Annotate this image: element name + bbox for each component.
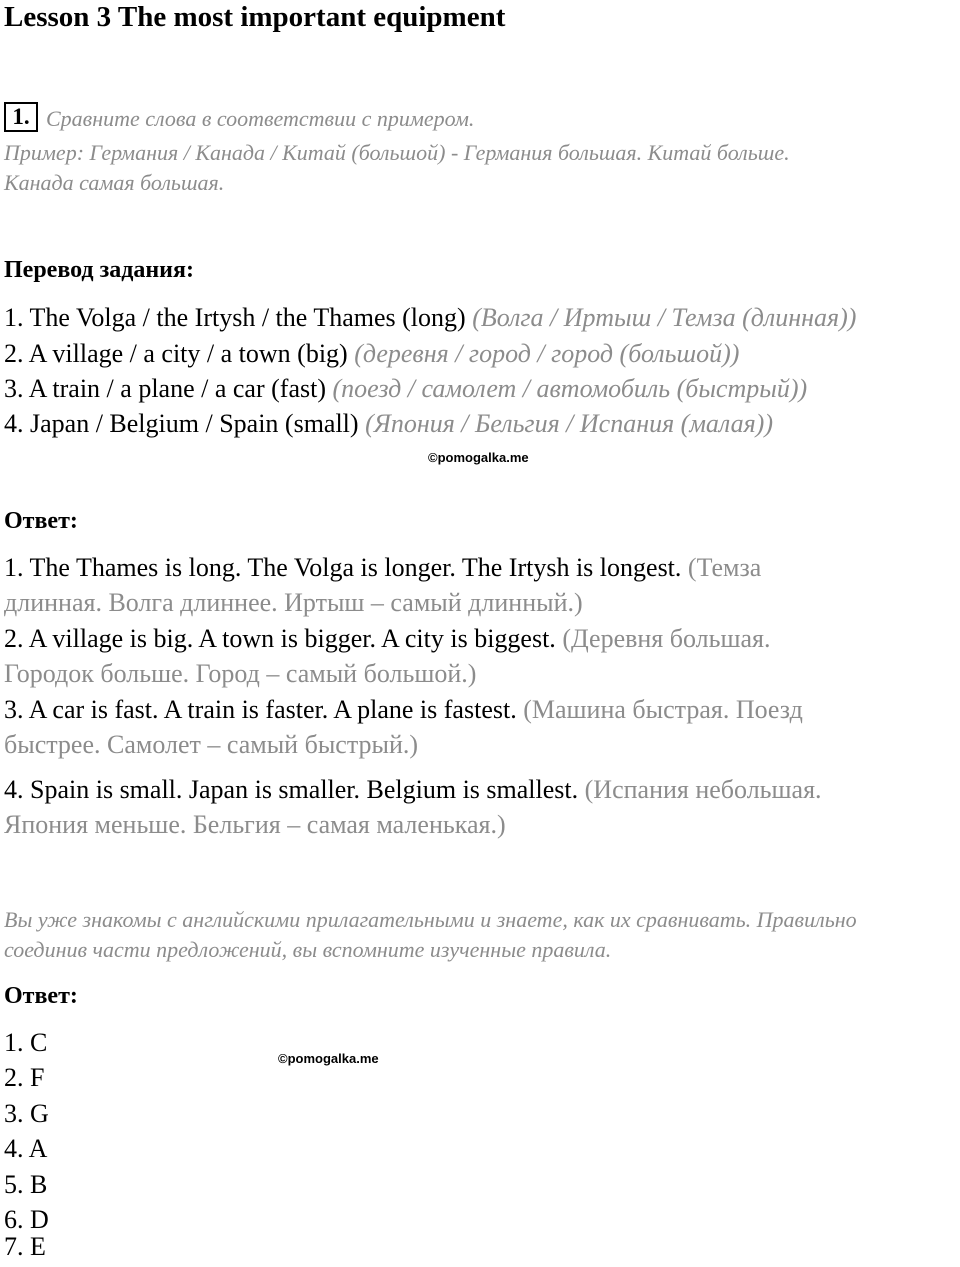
answer-list-item: 6. D bbox=[4, 1205, 49, 1234]
translation-item bbox=[4, 336, 739, 372]
answer-item-ru-continued: Япония меньше. Бельгия – самая маленькая.) bbox=[4, 810, 506, 839]
watermark: ©pomogalka.me bbox=[428, 450, 529, 465]
watermark: ©pomogalka.me bbox=[278, 1051, 379, 1066]
answer-item-en: 3. A car is fast. A train is faster. A plane is fastest. bbox=[4, 695, 517, 724]
page-title: Lesson 3 The most important equipment bbox=[4, 1, 506, 33]
answer-item bbox=[4, 692, 803, 728]
task2-instruction-line: соединив части предложений, вы вспомните изученные правила. bbox=[4, 937, 612, 962]
translation-item-ru: (деревня / город / город (большой)) bbox=[354, 339, 740, 368]
translation-item-ru: (Япония / Бельгия / Испания (малая)) bbox=[365, 409, 773, 438]
translation-item-en: 4. Japan / Belgium / Spain (small) bbox=[4, 409, 359, 438]
task-number-box: 1. bbox=[4, 102, 38, 132]
translation-item bbox=[4, 300, 856, 336]
answer-list-item: 1. C bbox=[4, 1028, 48, 1057]
answer-item bbox=[4, 550, 761, 586]
translation-item-ru: (Волга / Иртыш / Темза (длинная)) bbox=[472, 303, 857, 332]
answer-item-ru-continued: длинная. Волга длиннее. Иртыш – самый длинный.) bbox=[4, 588, 583, 617]
answer-item-en: 1. The Thames is long. The Volga is longer. The Irtysh is longest. bbox=[4, 553, 682, 582]
answer-item-ru: (Испания небольшая. bbox=[584, 775, 822, 804]
task-example-line: Пример: Германия / Канада / Китай (большой) - Германия большая. Китай больше. bbox=[4, 140, 790, 165]
answer-item-ru: (Темза bbox=[687, 553, 762, 582]
answer-item-ru: (Машина быстрая. Поезд bbox=[523, 695, 803, 724]
answer-heading: Ответ: bbox=[4, 508, 78, 534]
answer-list-item: 3. G bbox=[4, 1099, 49, 1128]
answer-list-item: 2. F bbox=[4, 1063, 45, 1092]
task-instruction: Сравните слова в соответствии с примером. bbox=[46, 106, 475, 131]
answer-list-item: 5. B bbox=[4, 1170, 48, 1199]
translation-item-en: 1. The Volga / the Irtysh / the Thames (long) bbox=[4, 303, 466, 332]
task-example-line: Канада самая большая. bbox=[4, 170, 225, 195]
answer-item-ru: (Деревня большая. bbox=[562, 624, 771, 653]
translation-item-en: 3. A train / a plane / a car (fast) bbox=[4, 374, 326, 403]
answer-item-ru-continued: Городок больше. Город – самый большой.) bbox=[4, 659, 477, 688]
translation-item bbox=[4, 371, 807, 407]
answer-item-ru-continued: быстрее. Самолет – самый быстрый.) bbox=[4, 730, 419, 759]
answer-item-en: 4. Spain is small. Japan is smaller. Belgium is smallest. bbox=[4, 775, 579, 804]
task2-instruction-line: Вы уже знакомы с английскими прилагательными и знаете, как их сравнивать. Правильно bbox=[4, 907, 857, 932]
answer-heading: Ответ: bbox=[4, 983, 78, 1009]
answer-list-item: 7. E bbox=[4, 1232, 46, 1261]
translation-item-ru: (поезд / самолет / автомобиль (быстрый)) bbox=[332, 374, 808, 403]
answer-item bbox=[4, 621, 771, 657]
answer-item-en: 2. A village is big. A town is bigger. A city is biggest. bbox=[4, 624, 556, 653]
translation-item-en: 2. A village / a city / a town (big) bbox=[4, 339, 348, 368]
translation-heading: Перевод задания: bbox=[4, 257, 194, 283]
answer-list-item: 4. A bbox=[4, 1134, 48, 1163]
answer-item bbox=[4, 772, 822, 808]
translation-item bbox=[4, 406, 773, 442]
